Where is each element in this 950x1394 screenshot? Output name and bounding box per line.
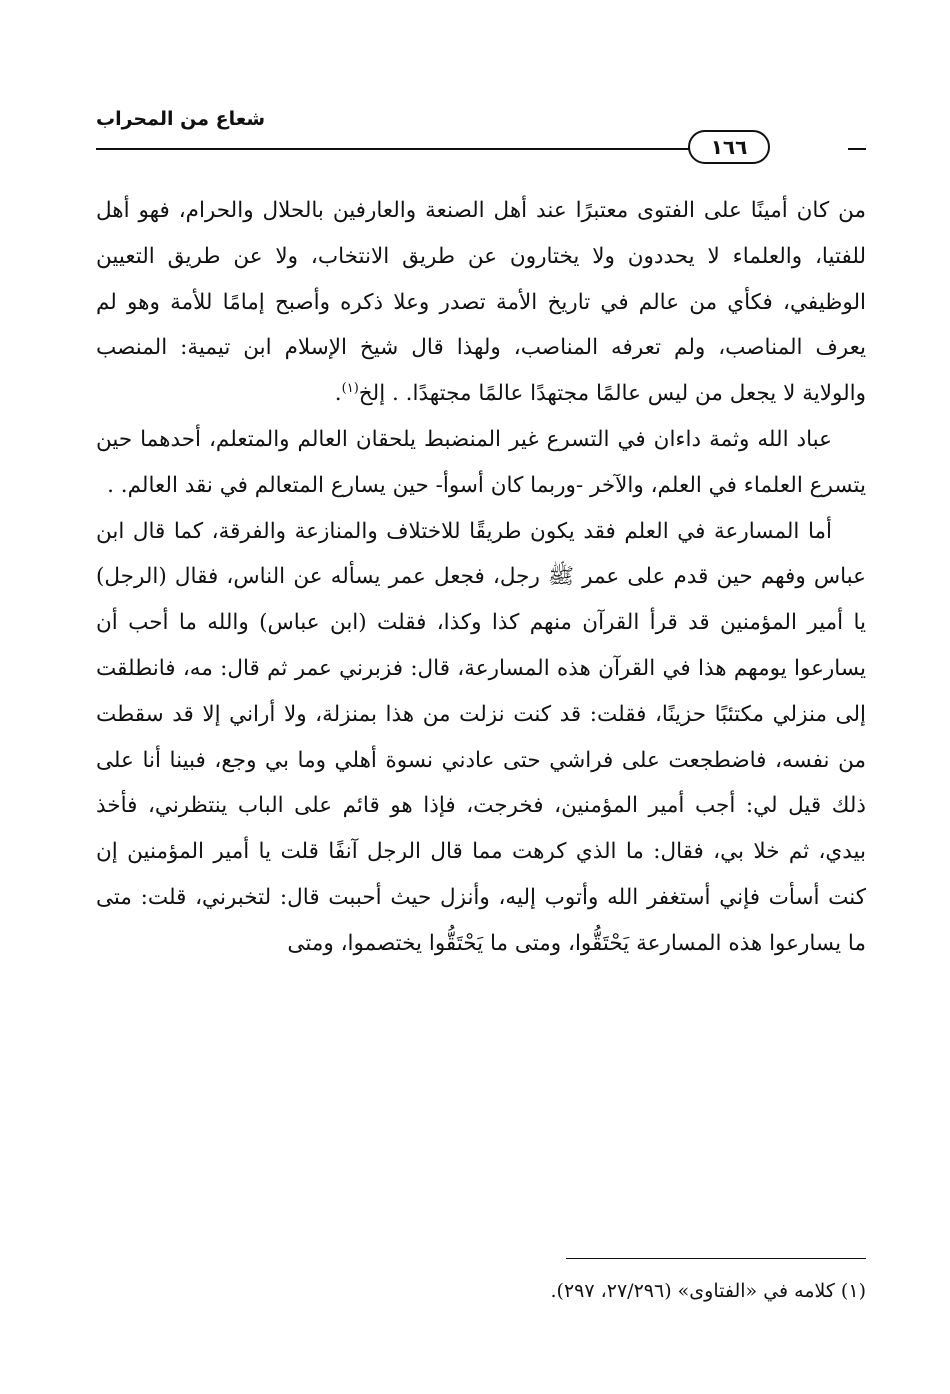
paragraph-1-end: . xyxy=(334,381,342,407)
page-number-badge: ١٦٦ xyxy=(688,130,770,164)
footnote-separator xyxy=(566,1258,866,1259)
header-rule-left xyxy=(96,148,690,150)
footnote-reference: (١) xyxy=(341,381,359,397)
paragraph-3: أما المسارعة في العلم فقد يكون طريقًا للاختلاف والمنازعة والفرقة، كما قال ابن عباس وفهم حين قدم على عمر ﷺ رجل، فجعل عمر يسأله عن الناس، فقال (الرجل) يا أمير المؤمنين قد قرأ القرآن منهم كذا وكذا، فقلت (ابن عباس) والله ما أحب أن يسارعوا يومهم هذا في القرآن هذه المسارعة، قال: فزبرني عمر ثم قال: مه، فانطلقت إلى منزلي مكتئبًا حزينًا، فقلت: قد كنت نزلت من هذا بمنزلة، ولا أراني إلا قد سقطت من نفسه، فاضطجعت على فراشي حتى عادني نسوة أهلي وما بي وجع، فبينا أنا على ذلك قيل لي: أجب أمير المؤمنين، فخرجت، فإذا هو قائم على الباب ينتظرني، فأخذ بيدي، ثم خلا بي، فقال: ما الذي كرهت مما قال الرجل آنفًا قلت يا أمير المؤمنين إن كنت أسأت فإني أستغفر الله وأتوب إليه، وأنزل حيث أحببت قال: لتخبرني، قلت: متى ما يسارعوا هذه المسارعة يَحْتَقُّوا، ومتى ما يَحْتَقُّوا يختصموا، ومتى xyxy=(96,518,866,956)
body-text xyxy=(96,188,866,967)
paragraph-1-text: من كان أمينًا على الفتوى معتبرًا عند أهل الصنعة والعارفين بالحلال والحرام، فهو أهل للفتيا، والعلماء لا يحددون ولا يختارون عن طريق الانتخاب، ولا عن طريق التعيين الوظيفي، فكأي من عالم في تاريخ الأمة تصدر وعلا ذكره وأصبح إمامًا للأمة وهو لم يعرف المناصب، ولم تعرفه المناصب، ولهذا قال شيخ الإسلام ابن تيمية: المنصب والولاية لا يجعل من ليس عالمًا مجتهدًا عالمًا مجتهدًا. . إلخ xyxy=(96,198,866,407)
header-rule-right xyxy=(848,148,866,150)
paragraph-2: عباد الله وثمة داءان في التسرع غير المنضبط يلحقان العالم والمتعلم، أحدهما حين يتسرع العلماء في العلم، والآخر -وربما كان أسوأ- حين يسارع المتعالم في نقد العالم. . xyxy=(96,426,866,498)
running-header-title: شعاع من المحراب xyxy=(96,108,266,130)
footnote: (١) كلامه في «الفتاوى» (٢٧/٢٩٦، ٢٩٧). xyxy=(550,1280,866,1302)
paragraph-1 xyxy=(96,188,866,417)
